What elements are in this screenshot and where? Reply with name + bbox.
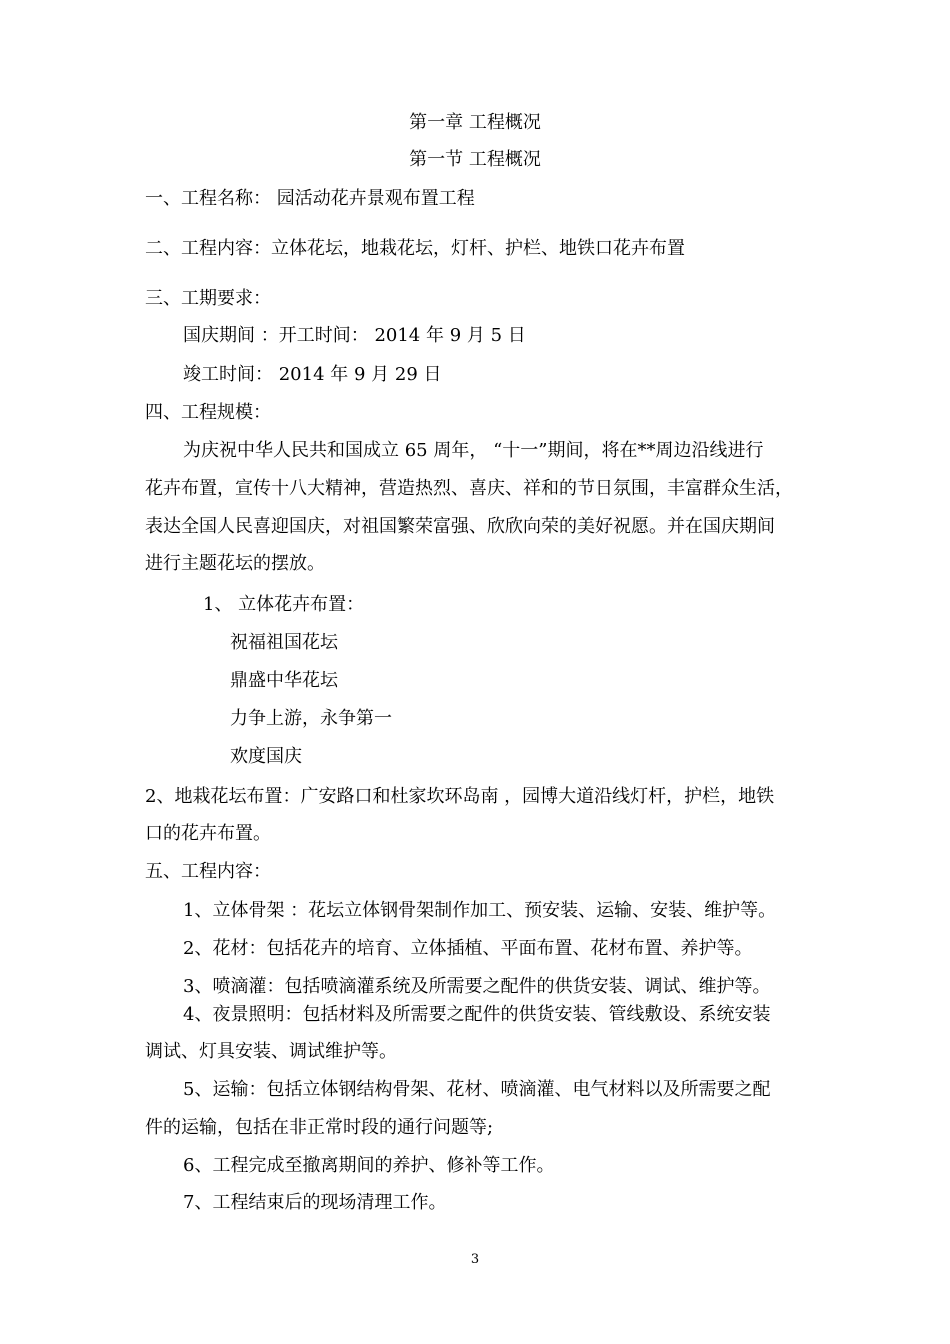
- sub1-item: 鼎盛中华花坛: [230, 670, 338, 691]
- content-item: 4、夜景照明：包括材料及所需要之配件的供货安装、管线敷设、系统安装: [183, 1004, 771, 1025]
- chapter-title: 第一章 工程概况: [409, 112, 541, 133]
- schedule-end: 竣工时间： 2014 年 9 月 29 日: [183, 364, 442, 385]
- scale-paragraph-line: 为庆祝中华人民共和国成立 65 周年， “十一”期间，将在**周边沿线进行: [183, 440, 764, 461]
- item-project-name: 一、工程名称： 园活动花卉景观布置工程: [145, 188, 475, 209]
- item-work-content-heading: 五、工程内容：: [145, 861, 271, 882]
- item-scale-heading: 四、工程规模：: [145, 402, 271, 423]
- content-item: 5、运输：包括立体钢结构骨架、花材、喷滴灌、电气材料以及所需要之配: [183, 1079, 771, 1100]
- sub1-item: 力争上游，永争第一: [230, 708, 392, 729]
- sub1-item: 祝福祖国花坛: [230, 632, 338, 653]
- content-item: 调试、灯具安装、调试维护等。: [145, 1041, 397, 1062]
- schedule-start: 国庆期间 ：开工时间： 2014 年 9 月 5 日: [183, 325, 526, 346]
- section-title: 第一节 工程概况: [409, 149, 541, 170]
- sub2-line: 口的花卉布置。: [145, 823, 271, 844]
- sub2-line: 2、地栽花坛布置：广安路口和杜家坎环岛南 ，园博大道沿线灯杆，护栏，地铁: [145, 786, 775, 807]
- content-item: 1、立体骨架 ：花坛立体钢骨架制作加工、预安装、运输、安装、维护等。: [183, 900, 777, 921]
- item-project-content: 二、工程内容：立体花坛，地栽花坛，灯杆、护栏、地铁口花卉布置: [145, 238, 685, 259]
- page-number: 3: [470, 1252, 480, 1267]
- sub1-heading: 1、 立体花卉布置：: [203, 594, 365, 615]
- scale-paragraph-line: 表达全国人民喜迎国庆，对祖国繁荣富强、欣欣向荣的美好祝愿。并在国庆期间: [145, 516, 775, 537]
- content-item: 件的运输，包括在非正常时段的通行问题等;: [145, 1117, 494, 1138]
- item-schedule-heading: 三、工期要求：: [145, 288, 271, 309]
- content-item: 7、工程结束后的现场清理工作。: [183, 1192, 447, 1213]
- content-item: 6、工程完成至撤离期间的养护、修补等工作。: [183, 1155, 555, 1176]
- content-item: 2、花材：包括花卉的培育、立体插植、平面布置、花材布置、养护等。: [183, 938, 753, 959]
- scale-paragraph-line: 进行主题花坛的摆放。: [145, 553, 325, 574]
- sub1-item: 欢度国庆: [230, 746, 302, 767]
- content-item: 3、喷滴灌：包括喷滴灌系统及所需要之配件的供货安装、调试、维护等。: [183, 976, 771, 997]
- scale-paragraph-line: 花卉布置，宣传十八大精神，营造热烈、喜庆、祥和的节日氛围，丰富群众生活，: [145, 478, 793, 499]
